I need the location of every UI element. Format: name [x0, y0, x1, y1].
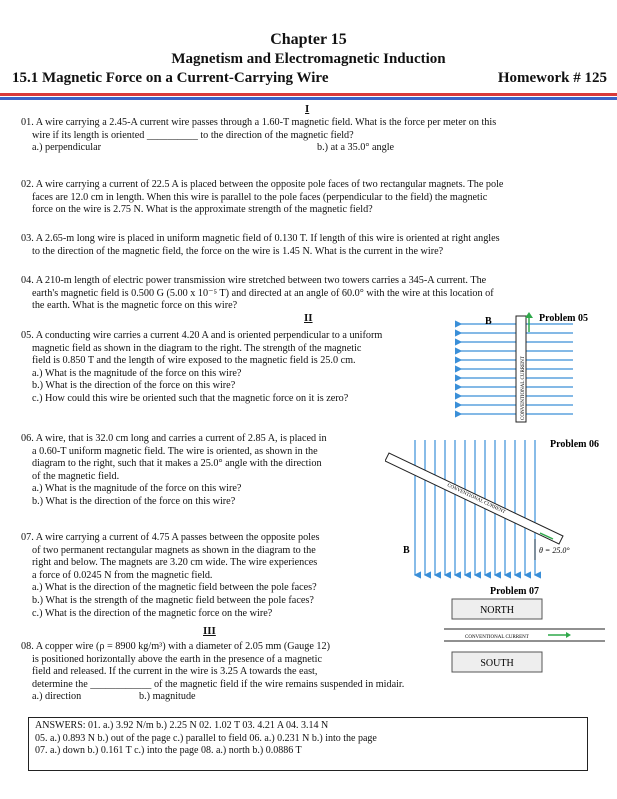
question-line: of the magnetic field. — [32, 470, 120, 482]
field-label: B — [403, 545, 410, 556]
question-line: of two permanent rectangular magnets as shown in the diagram to the — [32, 544, 316, 556]
answers-box — [28, 717, 588, 771]
question-line: 08. A copper wire (ρ = 8900 kg/m³) with a diameter of 2.05 mm (Gauge 12) — [21, 641, 330, 652]
question-part: a.) What is the magnitude of the force on this wire? — [32, 483, 242, 495]
question-line: faces are 12.0 cm in length. When this wire is parallel to the pole faces (perpendicular to the field) the magnetic — [32, 191, 488, 203]
diagram-title: Problem 06 — [550, 439, 599, 450]
question-03 — [21, 233, 500, 258]
question-01 — [21, 117, 496, 155]
option-b: b.) at a 35.0° angle — [317, 142, 395, 154]
question-line: to the direction of the magnetic field, the force on the wire is 1.45 N. What is the current in the wire? — [32, 245, 444, 257]
angle-label: θ = 25.0° — [539, 546, 570, 555]
question-02 — [21, 179, 503, 217]
question-line: determine the ____________ of the magnetic field if the wire remains suspended in midair. — [32, 678, 405, 690]
question-line: 06. A wire, that is 32.0 cm long and carries a current of 2.85 A, is placed in — [21, 433, 327, 444]
option-a: a.) perpendicular — [32, 142, 102, 154]
header-rule-red — [0, 93, 617, 96]
chapter-subtitle: Magnetism and Electromagnetic Induction — [171, 51, 446, 67]
question-line: wire if its length is oriented __________ to the direction of the magnetic field? — [32, 129, 354, 141]
field-label: B — [485, 316, 492, 327]
section-title — [12, 70, 607, 87]
question-line: magnetic field as shown in the diagram to the right. The strength of the magnetic — [32, 342, 362, 354]
south-label: SOUTH — [480, 658, 514, 669]
question-line: a 0.60-T uniform magnetic field. The wire is oriented, as shown in the — [32, 445, 318, 457]
section-two-heading: II — [304, 312, 313, 324]
question-part: a.) What is the direction of the magnetic field between the pole faces? — [32, 582, 317, 594]
wire-label: CONVENTIONAL CURRENT — [521, 356, 526, 420]
question-line: 02. A wire carrying a current of 22.5 A is placed between the opposite pole faces of two rectangular magnets. The pole — [21, 179, 504, 190]
question-part: c.) What is the direction of the magnetic force on the wire? — [32, 607, 273, 619]
question-part: c.) How could this wire be oriented such that the magnetic force on it is zero? — [32, 392, 349, 404]
chapter-title: Chapter 15 — [270, 31, 347, 48]
question-04 — [21, 275, 494, 313]
problem-05-diagram — [445, 312, 610, 424]
question-line: force on the wire is 2.75 N. What is the approximate strength of the magnetic field? — [32, 204, 373, 216]
question-05 — [21, 330, 382, 406]
question-part: b.) What is the direction of the force on this wire? — [32, 495, 236, 507]
question-line: is positioned horizontally above the earth in the presence of a magnetic — [32, 653, 322, 665]
diagram-title: Problem 05 — [539, 313, 588, 324]
problem-07-diagram — [440, 584, 610, 679]
wire-label: CONVENTIONAL CURRENT — [446, 483, 506, 516]
question-06 — [21, 433, 327, 509]
question-line: 04. A 210-m length of electric power transmission wire stretched between two towers carries a 345-A current. The — [21, 275, 487, 286]
question-line: the earth. What is the magnetic force on this wire? — [32, 300, 238, 312]
option-a: a.) direction — [32, 691, 82, 703]
option-b: b.) magnitude — [139, 691, 196, 703]
question-line: field is 0.850 T and the length of wire exposed to the magnetic field is 25.0 cm. — [32, 355, 356, 367]
section-name: 15.1 Magnetic Force on a Current-Carrying Wire — [12, 70, 329, 86]
question-part: b.) What is the direction of the force on this wire? — [32, 380, 236, 392]
answers-line: 05. a.) 0.893 N b.) out of the page c.) parallel to field 06. a.) 0.231 N b.) into the page — [35, 732, 377, 744]
question-line: 01. A wire carrying a 2.45-A current wire passes through a 1.60-T magnetic field. What is the force per meter on this — [21, 117, 497, 128]
question-07 — [21, 532, 319, 620]
question-line: 05. A conducting wire carries a current 4.20 A and is oriented perpendicular to a uniform — [21, 330, 383, 341]
question-line: 07. A wire carrying a current of 4.75 A passes between the opposite poles — [21, 532, 320, 543]
question-part: a.) What is the magnitude of the force on this wire? — [32, 367, 242, 379]
question-line: field and released. If the current in the wire is 3.25 A towards the east, — [32, 666, 318, 678]
answers-line: ANSWERS: 01. a.) 3.92 N/m b.) 2.25 N 02. 1.02 T 03. 4.21 A 04. 3.14 N — [35, 720, 329, 731]
question-part: b.) What is the strength of the magnetic field between the pole faces? — [32, 594, 314, 606]
field-lines — [415, 440, 535, 575]
north-label: NORTH — [480, 605, 514, 616]
question-line: right and below. The magnets are 3.20 cm wide. The wire experiences — [32, 557, 318, 569]
wire-label: CONVENTIONAL CURRENT — [465, 635, 529, 640]
question-line: 03. A 2.65-m long wire is placed in uniform magnetic field of 0.130 T. If length of this wire is oriented at right angles — [21, 233, 500, 244]
header-rule-blue — [0, 97, 617, 100]
question-line: earth's magnetic field is 0.500 G (5.00 x 10⁻⁵ T) and directed at an angle of 60.0° with the wire at this location of — [32, 287, 494, 299]
answers-line: 07. a.) down b.) 0.161 T c.) into the page 08. a.) north b.) 0.0886 T — [35, 745, 302, 756]
question-08 — [21, 641, 404, 704]
problem-06-diagram — [385, 435, 610, 585]
question-line: diagram to the right, such that it makes a 25.0° angle with the direction — [32, 458, 322, 470]
section-three-heading: III — [203, 625, 216, 637]
homework-number: Homework # 125 — [497, 70, 607, 86]
diagram-title: Problem 07 — [490, 586, 539, 597]
section-one-heading: I — [305, 103, 310, 115]
question-line: a force of 0.0245 N from the magnetic field. — [32, 569, 213, 581]
